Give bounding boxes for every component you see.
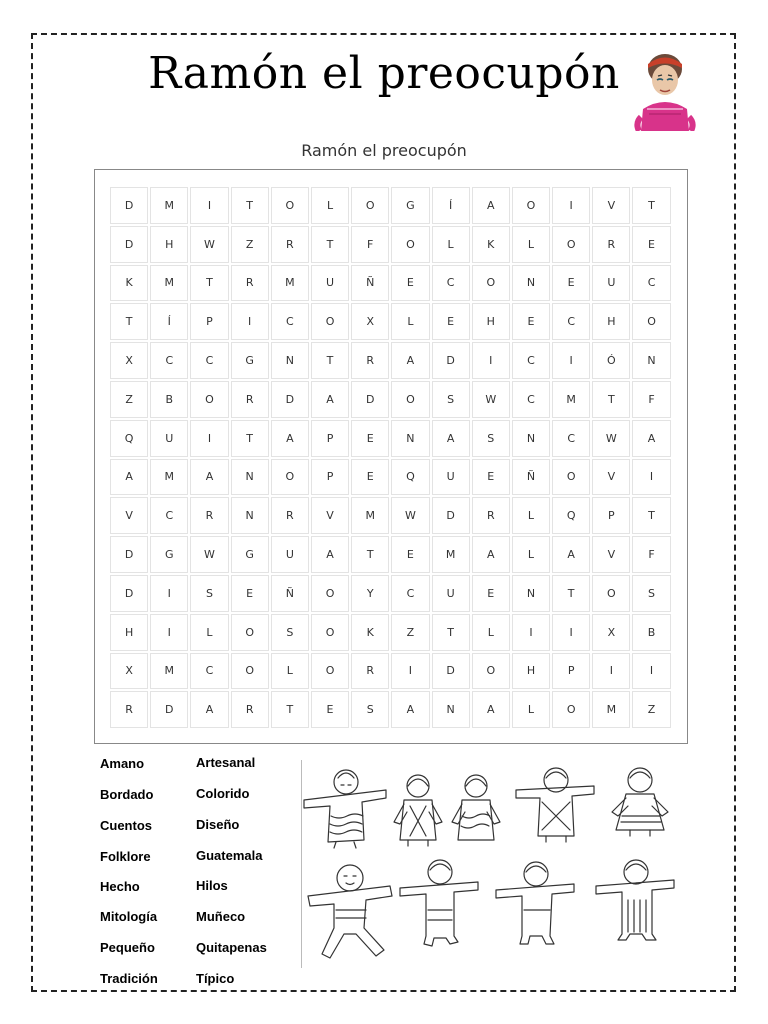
- grid-cell: F: [632, 381, 670, 418]
- word-item: Quitapenas: [196, 940, 267, 955]
- grid-cell: L: [190, 614, 228, 651]
- grid-cell: G: [150, 536, 188, 573]
- grid-cell: O: [271, 187, 309, 224]
- grid-cell: E: [351, 420, 389, 457]
- word-item: Cuentos: [100, 818, 152, 833]
- word-item: Amano: [100, 756, 145, 771]
- grid-cell: I: [190, 420, 228, 457]
- grid-cell: P: [311, 459, 349, 496]
- grid-cell: Ñ: [271, 575, 309, 612]
- word-item: Tradición: [100, 971, 158, 986]
- grid-cell: C: [512, 342, 550, 379]
- grid-cell: M: [150, 265, 188, 302]
- grid-cell: W: [190, 536, 228, 573]
- grid-cell: A: [110, 459, 148, 496]
- grid-cell: I: [472, 342, 510, 379]
- doll-drawing: [496, 862, 574, 944]
- grid-cell: O: [632, 303, 670, 340]
- grid-cell: D: [432, 653, 470, 690]
- grid-cell: X: [110, 342, 148, 379]
- grid-cell: B: [632, 614, 670, 651]
- grid-cell: V: [592, 536, 630, 573]
- word-item: Folklore: [100, 849, 151, 864]
- grid-cell: V: [592, 187, 630, 224]
- grid-cell: N: [432, 691, 470, 728]
- grid-cell: S: [632, 575, 670, 612]
- word-item: Bordado: [100, 787, 154, 802]
- grid-cell: T: [432, 614, 470, 651]
- grid-cell: N: [512, 575, 550, 612]
- grid-cell: Q: [391, 459, 429, 496]
- doll-drawing: [394, 775, 442, 846]
- grid-cell: D: [351, 381, 389, 418]
- grid-cell: N: [391, 420, 429, 457]
- doll-drawing: [596, 860, 674, 940]
- grid-cell: A: [271, 420, 309, 457]
- grid-cell: Z: [110, 381, 148, 418]
- grid-cell: P: [552, 653, 590, 690]
- grid-cell: V: [311, 497, 349, 534]
- grid-cell: M: [592, 691, 630, 728]
- grid-cell: U: [432, 575, 470, 612]
- grid-cell: M: [150, 459, 188, 496]
- grid-cell: T: [552, 575, 590, 612]
- doll-drawing: [400, 860, 478, 946]
- grid-cell: A: [190, 459, 228, 496]
- grid-cell: E: [351, 459, 389, 496]
- grid-cell: Ó: [592, 342, 630, 379]
- grid-cell: E: [391, 536, 429, 573]
- grid-cell: Í: [432, 187, 470, 224]
- grid-cell: A: [552, 536, 590, 573]
- grid-cell: E: [311, 691, 349, 728]
- grid-cell: F: [632, 536, 670, 573]
- grid-cell: N: [512, 420, 550, 457]
- grid-cell: M: [150, 187, 188, 224]
- grid-cell: T: [231, 187, 269, 224]
- grid-cell: T: [190, 265, 228, 302]
- grid-cell: G: [231, 342, 269, 379]
- grid-cell: E: [432, 303, 470, 340]
- grid-cell: G: [231, 536, 269, 573]
- grid-cell: E: [472, 459, 510, 496]
- grid-cell: Z: [632, 691, 670, 728]
- grid-cell: D: [432, 497, 470, 534]
- grid-cell: A: [432, 420, 470, 457]
- word-item: Diseño: [196, 817, 240, 832]
- word-item: Pequeño: [100, 940, 155, 955]
- grid-cell: D: [110, 187, 148, 224]
- grid-cell: O: [512, 187, 550, 224]
- grid-cell: L: [512, 226, 550, 263]
- grid-cell: A: [472, 187, 510, 224]
- grid-cell: O: [231, 614, 269, 651]
- grid-cell: O: [552, 459, 590, 496]
- grid-cell: V: [110, 497, 148, 534]
- grid-cell: D: [110, 536, 148, 573]
- grid-cell: N: [512, 265, 550, 302]
- grid-cell: R: [190, 497, 228, 534]
- grid-cell: I: [190, 187, 228, 224]
- grid-cell: T: [231, 420, 269, 457]
- grid-cell: E: [472, 575, 510, 612]
- grid-cell: K: [472, 226, 510, 263]
- grid-cell: P: [311, 420, 349, 457]
- grid-cell: T: [110, 303, 148, 340]
- grid-cell: C: [391, 575, 429, 612]
- grid-cell: D: [150, 691, 188, 728]
- grid-cell: K: [351, 614, 389, 651]
- grid-cell: A: [391, 691, 429, 728]
- grid-cell: F: [351, 226, 389, 263]
- word-item: Muñeco: [196, 909, 246, 924]
- grid-cell: E: [552, 265, 590, 302]
- grid-cell: H: [110, 614, 148, 651]
- word-item: Hilos: [196, 878, 228, 893]
- grid-cell: C: [190, 653, 228, 690]
- grid-cell: E: [512, 303, 550, 340]
- grid-cell: C: [512, 381, 550, 418]
- grid-cell: L: [472, 614, 510, 651]
- grid-cell: D: [110, 575, 148, 612]
- grid-cell: I: [552, 614, 590, 651]
- doll-drawing: [452, 775, 500, 840]
- grid-cell: I: [150, 575, 188, 612]
- grid-cell: C: [190, 342, 228, 379]
- grid-cell: O: [391, 381, 429, 418]
- grid-cell: Í: [150, 303, 188, 340]
- grid-cell: I: [632, 653, 670, 690]
- grid-cell: R: [231, 381, 269, 418]
- grid-cell: R: [231, 265, 269, 302]
- grid-cell: B: [150, 381, 188, 418]
- grid-cell: Ñ: [512, 459, 550, 496]
- word-item: Colorido: [196, 786, 250, 801]
- grid-cell: T: [311, 226, 349, 263]
- grid-cell: M: [351, 497, 389, 534]
- doll-drawings: [300, 760, 690, 970]
- grid-cell: W: [391, 497, 429, 534]
- grid-cell: E: [231, 575, 269, 612]
- grid-cell: T: [632, 497, 670, 534]
- doll-drawing: [612, 768, 668, 836]
- grid-cell: A: [311, 381, 349, 418]
- grid-cell: C: [632, 265, 670, 302]
- grid-cell: U: [271, 536, 309, 573]
- grid-cell: H: [592, 303, 630, 340]
- grid-cell: L: [512, 536, 550, 573]
- grid-cell: R: [472, 497, 510, 534]
- grid-cell: W: [472, 381, 510, 418]
- grid-cell: S: [190, 575, 228, 612]
- grid-cell: O: [311, 303, 349, 340]
- grid-cell: V: [592, 459, 630, 496]
- grid-cell: D: [432, 342, 470, 379]
- grid-cell: I: [231, 303, 269, 340]
- grid-cell: C: [150, 342, 188, 379]
- grid-cell: R: [351, 653, 389, 690]
- grid-cell: X: [592, 614, 630, 651]
- word-item: Artesanal: [196, 755, 256, 770]
- grid-cell: I: [632, 459, 670, 496]
- grid-cell: H: [472, 303, 510, 340]
- grid-cell: H: [512, 653, 550, 690]
- grid-cell: C: [271, 303, 309, 340]
- grid-cell: R: [351, 342, 389, 379]
- grid-cell: Z: [231, 226, 269, 263]
- grid-cell: A: [632, 420, 670, 457]
- page-title: Ramón el preocupón: [148, 48, 620, 99]
- grid-cell: N: [271, 342, 309, 379]
- grid-cell: O: [231, 653, 269, 690]
- worry-doll-photo: [627, 47, 703, 131]
- grid-cell: R: [592, 226, 630, 263]
- grid-cell: P: [190, 303, 228, 340]
- grid-cell: K: [110, 265, 148, 302]
- grid-cell: C: [432, 265, 470, 302]
- grid-cell: T: [592, 381, 630, 418]
- grid-cell: O: [391, 226, 429, 263]
- grid-cell: R: [110, 691, 148, 728]
- word-item: Guatemala: [196, 848, 263, 863]
- grid-cell: O: [472, 265, 510, 302]
- grid-cell: N: [231, 497, 269, 534]
- grid-cell: C: [552, 420, 590, 457]
- grid-cell: Y: [351, 575, 389, 612]
- grid-cell: E: [632, 226, 670, 263]
- grid-cell: Ñ: [351, 265, 389, 302]
- grid-cell: O: [311, 575, 349, 612]
- grid-cell: O: [351, 187, 389, 224]
- grid-cell: O: [552, 226, 590, 263]
- grid-cell: S: [351, 691, 389, 728]
- grid-cell: T: [632, 187, 670, 224]
- grid-cell: O: [271, 459, 309, 496]
- grid-cell: L: [512, 691, 550, 728]
- grid-cell: A: [472, 536, 510, 573]
- grid-cell: I: [552, 342, 590, 379]
- grid-cell: Q: [552, 497, 590, 534]
- grid-cell: U: [432, 459, 470, 496]
- grid-cell: X: [110, 653, 148, 690]
- grid-cell: A: [311, 536, 349, 573]
- grid-cell: M: [432, 536, 470, 573]
- grid-cell: L: [432, 226, 470, 263]
- puzzle-title: Ramón el preocupón: [301, 141, 467, 160]
- grid-cell: O: [592, 575, 630, 612]
- grid-cell: A: [472, 691, 510, 728]
- grid-cell: H: [150, 226, 188, 263]
- grid-cell: L: [271, 653, 309, 690]
- grid-cell: X: [351, 303, 389, 340]
- grid-cell: T: [271, 691, 309, 728]
- grid-cell: S: [432, 381, 470, 418]
- grid-cell: L: [391, 303, 429, 340]
- grid-cell: M: [552, 381, 590, 418]
- grid-cell: E: [391, 265, 429, 302]
- grid-cell: T: [351, 536, 389, 573]
- grid-cell: D: [110, 226, 148, 263]
- grid-cell: L: [512, 497, 550, 534]
- doll-drawing: [516, 768, 594, 842]
- grid-cell: I: [552, 187, 590, 224]
- grid-cell: S: [472, 420, 510, 457]
- grid-cell: O: [552, 691, 590, 728]
- grid-cell: R: [271, 497, 309, 534]
- grid-cell: R: [271, 226, 309, 263]
- grid-cell: U: [592, 265, 630, 302]
- word-item: Hecho: [100, 879, 140, 894]
- grid-cell: S: [271, 614, 309, 651]
- grid-cell: U: [311, 265, 349, 302]
- grid-cell: O: [190, 381, 228, 418]
- grid-cell: N: [231, 459, 269, 496]
- grid-cell: I: [150, 614, 188, 651]
- grid-cell: O: [472, 653, 510, 690]
- doll-drawing: [304, 770, 386, 848]
- grid-cell: Q: [110, 420, 148, 457]
- grid-cell: G: [391, 187, 429, 224]
- grid-cell: I: [592, 653, 630, 690]
- doll-drawing: [308, 865, 392, 958]
- grid-cell: W: [592, 420, 630, 457]
- grid-cell: N: [632, 342, 670, 379]
- grid-cell: I: [391, 653, 429, 690]
- grid-cell: R: [231, 691, 269, 728]
- grid-cell: M: [150, 653, 188, 690]
- grid-cell: I: [512, 614, 550, 651]
- grid-cell: U: [150, 420, 188, 457]
- grid-cell: O: [311, 614, 349, 651]
- grid-cell: T: [311, 342, 349, 379]
- grid-cell: L: [311, 187, 349, 224]
- grid-cell: Z: [391, 614, 429, 651]
- grid-cell: C: [552, 303, 590, 340]
- letter-grid: [109, 186, 672, 729]
- grid-cell: A: [190, 691, 228, 728]
- grid-cell: O: [311, 653, 349, 690]
- grid-cell: A: [391, 342, 429, 379]
- grid-cell: W: [190, 226, 228, 263]
- grid-cell: D: [271, 381, 309, 418]
- grid-cell: M: [271, 265, 309, 302]
- word-item: Mitología: [100, 909, 158, 924]
- word-item: Típico: [196, 971, 235, 986]
- grid-cell: P: [592, 497, 630, 534]
- grid-cell: C: [150, 497, 188, 534]
